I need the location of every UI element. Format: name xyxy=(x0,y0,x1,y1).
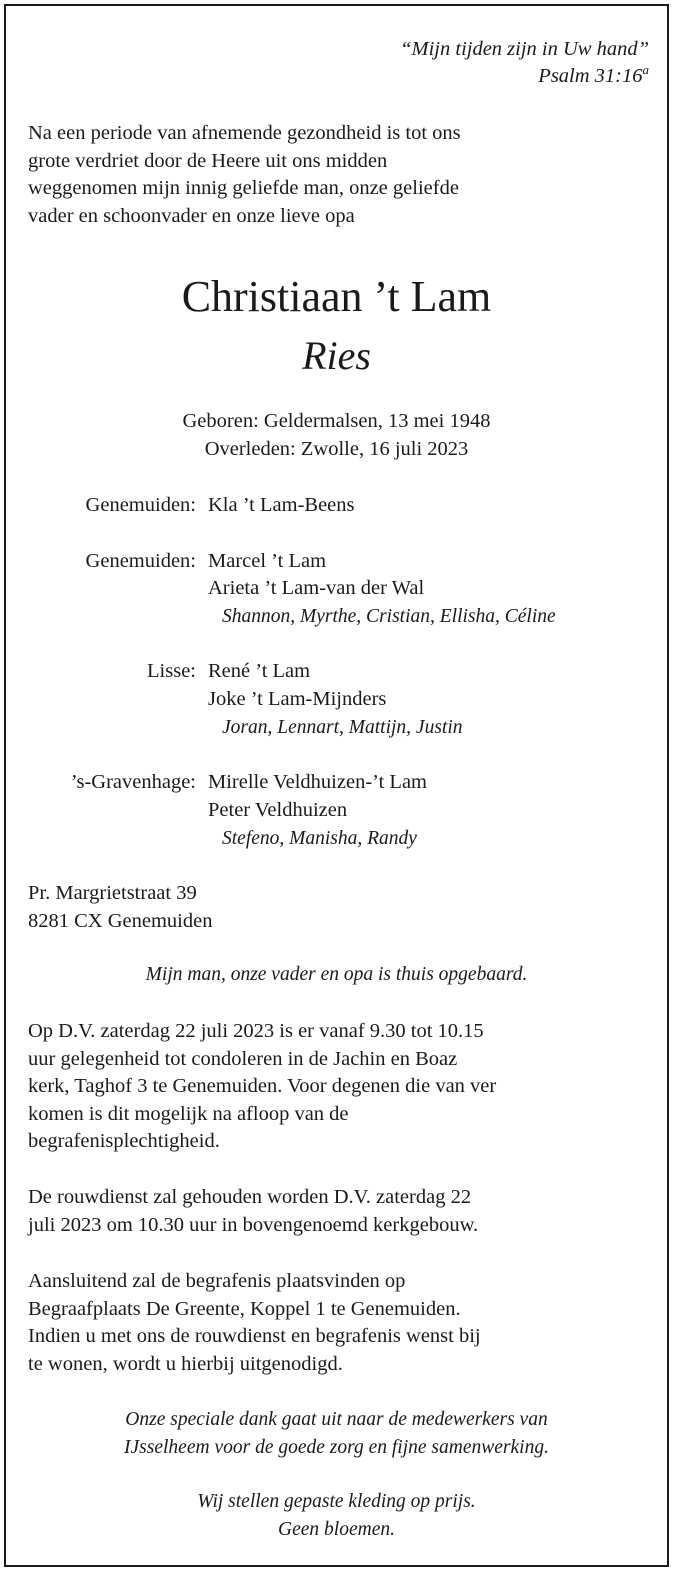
grandchildren: Joran, Lennart, Mattijn, Justin xyxy=(222,717,463,738)
intro-line: vader en schoonvader en onze lieve opa xyxy=(28,204,355,227)
family-person: René ’t Lam xyxy=(208,660,311,682)
condolence-line: komen is dit mogelijk na afloop van de xyxy=(28,1102,349,1125)
family-person: Peter Veldhuizen xyxy=(208,799,348,821)
condolence-line: uur gelegenheid tot condoleren in de Jachin en Boaz xyxy=(28,1047,458,1070)
closing-line: Wij stellen gepaste kleding op prijs. xyxy=(197,1491,476,1512)
motto-quote: “Mijn tijden zijn in Uw hand” xyxy=(400,38,649,60)
motto-reference xyxy=(400,63,649,90)
condolence-paragraph xyxy=(28,1018,496,1156)
born-line: Geboren: Geldermalsen, 13 mei 1948 xyxy=(182,410,491,432)
burial-line: Begraafplaats De Greente, Koppel 1 te Genemuiden. xyxy=(28,1297,461,1320)
address-postal: 8281 CX Genemuiden xyxy=(28,909,213,932)
closing-note xyxy=(6,1488,667,1543)
condolence-line: begrafenisplechtigheid. xyxy=(28,1130,220,1152)
motto-reference-suffix: a xyxy=(642,62,649,78)
burial-paragraph xyxy=(28,1268,481,1378)
thanks-line: IJsselheem voor de goede zorg en fijne samenwerking. xyxy=(124,1436,549,1458)
thanks-note xyxy=(6,1406,667,1461)
grandchildren: Stefeno, Manisha, Randy xyxy=(222,828,417,849)
family-person: Mirelle Veldhuizen-’t Lam xyxy=(208,771,427,793)
deceased-nickname: Ries xyxy=(302,333,371,378)
condolence-line: kerk, Taghof 3 te Genemuiden. Voor degenen die van ver xyxy=(28,1075,497,1097)
grandchildren: Shannon, Myrthe, Cristian, Ellisha, Céline xyxy=(222,606,556,627)
intro-text xyxy=(28,120,461,230)
deceased-name: Christiaan ’t Lam xyxy=(181,272,492,321)
family-place: Genemuiden: xyxy=(85,494,196,516)
intro-line: weggenomen mijn innig geliefde man, onze geliefde xyxy=(28,177,459,199)
bible-motto xyxy=(400,36,649,90)
intro-line: grote verdriet door de Heere uit ons midden xyxy=(28,149,388,172)
home-address xyxy=(28,880,212,935)
service-line: De rouwdienst zal gehouden worden D.V. zaterdag 22 xyxy=(28,1186,472,1208)
burial-line: Aansluitend zal de begrafenis plaatsvinden op xyxy=(28,1270,406,1292)
obituary-card xyxy=(4,4,669,1567)
burial-line: Indien u met ons de rouwdienst en begrafenis wenst bij xyxy=(28,1325,481,1347)
family-place: Genemuiden: xyxy=(85,550,196,572)
service-paragraph xyxy=(28,1184,478,1239)
service-line: juli 2023 om 10.30 uur in bovengenoemd kerkgebouw. xyxy=(28,1213,479,1236)
family-person: Kla ’t Lam-Beens xyxy=(208,494,355,516)
burial-line: te wonen, wordt u hierbij uitgenodigd. xyxy=(28,1352,343,1375)
motto-reference-text: Psalm 31:16 xyxy=(538,65,643,87)
intro-line: Na een periode van afnemende gezondheid is tot ons xyxy=(28,122,461,144)
closing-line: Geen bloemen. xyxy=(278,1518,395,1540)
life-dates xyxy=(6,408,667,463)
laid-out-note: Mijn man, onze vader en opa is thuis opgebaard. xyxy=(145,964,528,985)
family-person: Marcel ’t Lam xyxy=(208,550,327,572)
condolence-line: Op D.V. zaterdag 22 juli 2023 is er vanaf 9.30 tot 10.15 xyxy=(28,1020,484,1042)
family-person: Arieta ’t Lam-van der Wal xyxy=(208,577,425,599)
thanks-line: Onze speciale dank gaat uit naar de medewerkers van xyxy=(125,1409,548,1430)
died-line: Overleden: Zwolle, 16 juli 2023 xyxy=(204,437,469,460)
address-street: Pr. Margrietstraat 39 xyxy=(28,882,197,904)
family-place: Lisse: xyxy=(147,660,196,682)
family-person: Joke ’t Lam-Mijnders xyxy=(208,688,387,710)
family-place: ’s-Gravenhage: xyxy=(70,771,196,793)
